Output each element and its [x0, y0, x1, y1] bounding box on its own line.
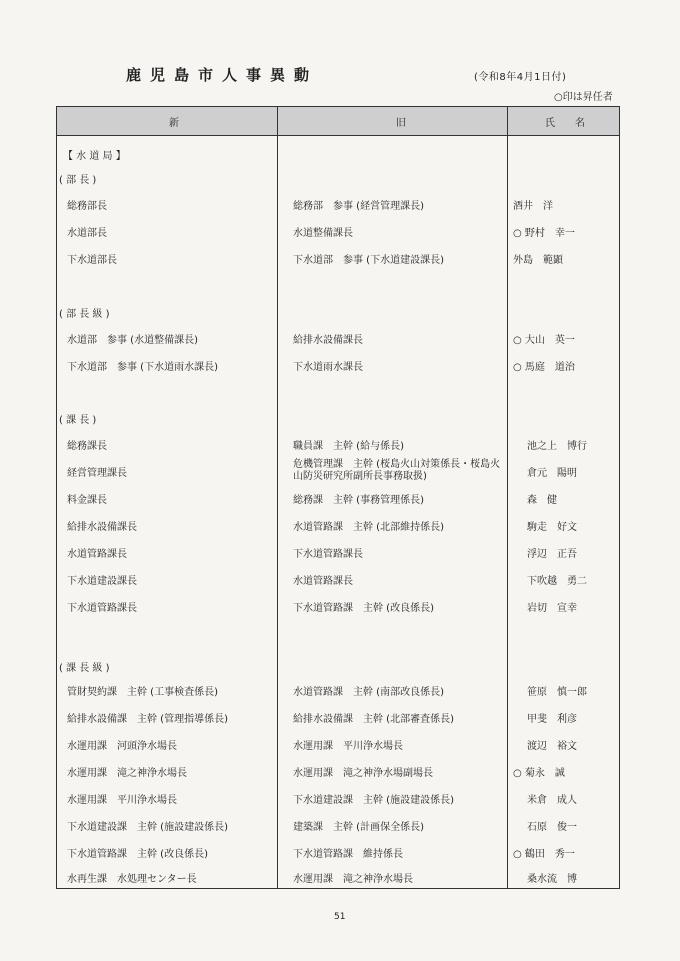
- promotion-note: ○印は昇任者: [554, 92, 613, 103]
- person-name: 倉元 陽明: [527, 468, 577, 479]
- old-position: 下水道管路課 維持係長: [293, 849, 403, 860]
- table-header: [57, 107, 619, 136]
- old-position: 水道整備課長: [293, 228, 353, 239]
- person-name: ○ 野村 幸一: [513, 228, 575, 239]
- person-name: ○ 鶴田 秀一: [513, 849, 575, 860]
- old-position: 総務課 主幹 (事務管理係長): [293, 495, 424, 506]
- new-position: 給排水設備課 主幹 (管理指導係長): [67, 714, 228, 725]
- old-position: 下水道雨水課長: [293, 362, 363, 373]
- section-heading: ( 部 長 級 ): [59, 309, 110, 320]
- old-position: 下水道管路課長: [293, 549, 363, 560]
- person-name: 駒走 好文: [527, 522, 577, 533]
- new-position: 下水道部長: [67, 255, 117, 266]
- new-position: 下水道建設課 主幹 (施設建設係長): [67, 822, 228, 833]
- new-position: 下水道部 参事 (下水道雨水課長): [67, 362, 218, 373]
- new-position: 水運用課 平川浄水場長: [67, 795, 177, 806]
- old-position: 水運用課 平川浄水場長: [293, 741, 403, 752]
- column-divider: [507, 107, 508, 888]
- bureau-heading: 【 水 道 局 】: [63, 151, 126, 162]
- person-name: 桑水流 博: [527, 874, 577, 885]
- new-position: 料金課長: [67, 495, 107, 506]
- new-position: 経営管理課長: [67, 468, 127, 479]
- old-position: 総務部 参事 (経営管理課長): [293, 201, 424, 212]
- person-name: ○ 大山 英一: [513, 335, 575, 346]
- old-position: 水運用課 滝之神浄水場長: [293, 874, 413, 885]
- person-name: 渡辺 裕文: [527, 741, 577, 752]
- old-position: 水道管路課長: [293, 576, 353, 587]
- column-header-new: 新: [169, 118, 179, 129]
- new-position: 水道部長: [67, 228, 107, 239]
- old-position: 危機管理課 主幹 (桜島火山対策係長・桜島火山防災研究所副所長事務取扱): [293, 459, 501, 482]
- person-name: 甲斐 利彦: [527, 714, 577, 725]
- new-position: 下水道管路課長: [67, 603, 137, 614]
- new-position: 水道部 参事 (水道整備課長): [67, 335, 198, 346]
- new-position: 下水道建設課長: [67, 576, 137, 587]
- new-position: 水運用課 河頭浄水場長: [67, 741, 177, 752]
- person-name: 浮辺 正吾: [527, 549, 577, 560]
- new-position: 水運用課 滝之神浄水場長: [67, 768, 187, 779]
- person-name: 外島 範顕: [513, 255, 563, 266]
- new-position: 総務課長: [67, 441, 107, 452]
- new-position: 給排水設備課長: [67, 522, 137, 533]
- new-position: 水再生課 水処理センター長: [67, 874, 197, 885]
- person-name: 下吹越 勇二: [527, 576, 587, 587]
- person-name: 米倉 成人: [527, 795, 577, 806]
- old-position: 建築課 主幹 (計画保全係長): [293, 822, 424, 833]
- new-position: 総務部長: [67, 201, 107, 212]
- new-position: 下水道管路課 主幹 (改良係長): [67, 849, 208, 860]
- person-name: ○ 菊永 誠: [513, 768, 565, 779]
- page-number: 51: [334, 912, 346, 922]
- person-name: 石原 俊一: [527, 822, 577, 833]
- personnel-table: [56, 106, 620, 889]
- effective-date: (令和8年4月1日付): [474, 72, 567, 83]
- old-position: 水運用課 滝之神浄水場副場長: [293, 768, 433, 779]
- column-divider: [277, 107, 278, 888]
- new-position: 管財契約課 主幹 (工事検査係長): [67, 687, 218, 698]
- old-position: 給排水設備課長: [293, 335, 363, 346]
- section-heading: ( 部 長 ): [59, 175, 97, 186]
- old-position: 水道管路課 主幹 (北部維持係長): [293, 522, 444, 533]
- person-name: 笹原 慎一郎: [527, 687, 587, 698]
- person-name: 森 健: [527, 495, 557, 506]
- person-name: ○ 馬庭 道治: [513, 362, 575, 373]
- old-position: 下水道管路課 主幹 (改良係長): [293, 603, 434, 614]
- old-position: 水道管路課 主幹 (南部改良係長): [293, 687, 444, 698]
- old-position: 下水道建設課 主幹 (施設建設係長): [293, 795, 454, 806]
- column-header-old: 旧: [396, 118, 406, 129]
- old-position: 下水道部 参事 (下水道建設課長): [293, 255, 444, 266]
- person-name: 岩切 宣幸: [527, 603, 577, 614]
- old-position: 職員課 主幹 (給与係長): [293, 441, 404, 452]
- section-heading: ( 課 長 ): [59, 415, 97, 426]
- person-name: 酒井 洋: [513, 201, 553, 212]
- page-title: 鹿児島市人事異動: [126, 66, 319, 84]
- column-header-name: 氏 名: [545, 118, 585, 129]
- old-position: 給排水設備課 主幹 (北部審査係長): [293, 714, 454, 725]
- new-position: 水道管路課長: [67, 549, 127, 560]
- person-name: 池之上 博行: [527, 441, 587, 452]
- section-heading: ( 課 長 級 ): [59, 663, 110, 674]
